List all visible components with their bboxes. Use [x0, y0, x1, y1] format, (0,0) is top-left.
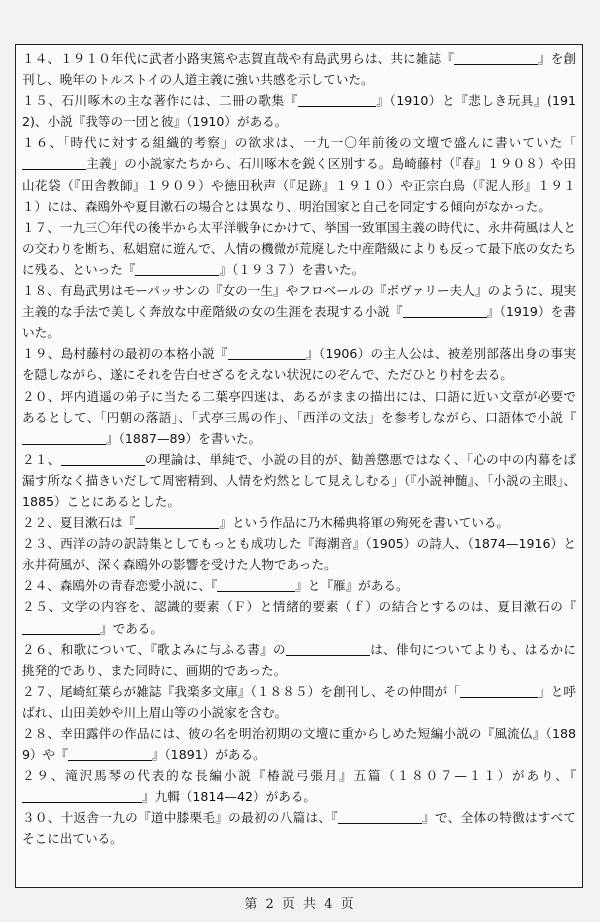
question-30: ３０、十返舎一九の『道中膝栗毛』の最初の八篇は、『 』で、全体の特徴はすべてそこに出ている。 — [22, 810, 577, 847]
answer-blank[interactable] — [217, 577, 295, 592]
question-28: ２８、幸田露伴の作品には、彼の名を明治初期の文壇に重からしめた短編小説の『風流仏』（1889）や『 』（1891）がある。 — [22, 726, 576, 763]
answer-blank[interactable] — [454, 50, 538, 65]
question-15: １５、石川啄木の主な著作には、二冊の歌集『 』（1910）と『悲しき玩具』(1912)、小説『我等の一団と彼』（1910）がある。 — [22, 93, 577, 130]
answer-blank[interactable] — [135, 514, 219, 529]
answer-blank[interactable] — [61, 451, 145, 466]
question-23: ２３、西洋の詩の訳詩集としてもっとも成功した『海潮音』（1905）の詩人、（1874—1916）と永井荷風が、深く森鴎外の影響を受けた人物であった。 — [22, 536, 576, 573]
question-22: ２２、夏目漱石は『 』という作品に乃木稀典将軍の殉死を書いている。 — [22, 515, 509, 531]
question-17: １７、一九三〇年代の後半から太平洋戦争にかけて、挙国一致軍国主義の時代に、永井荷風は人との交わりを断ち、私娼窟に遊んで、人情の機微が荒廃した中産階級によりも反って最下底の女たちに残る、といった『 』（１９３７）を書いた。 — [22, 219, 576, 277]
question-24: ２４、森鴎外の青春恋愛小説に、『 』と『雁』がある。 — [22, 578, 409, 594]
answer-blank[interactable] — [228, 345, 306, 360]
question-20: ２０、坪内逍遥の弟子に当たる二葉亭四迷は、あるがままの描出には、口語に近い文章が必要であるとして、「円朝の落語」、「式亭三馬の作」、「西洋の文法」を参考しながら、口語体で小説『』（1887—89）を書いた。 — [22, 388, 576, 446]
question-25: ２５、文学の内容を、認識的要素（Ｆ）と情緒的要素（ｆ）の結合とするのは、夏目漱石の『』である。 — [22, 599, 576, 636]
answer-blank[interactable] — [298, 92, 376, 107]
question-18: １８、有島武男はモーパッサンの『女の一生』やフロベールの『ボヴァリー夫人』のように、現実主義的な手法で美しく奔放な中産階級の女の生涯を表現する小説『 』（1919）を書いた。 — [22, 283, 576, 341]
answer-blank[interactable] — [403, 303, 487, 318]
answer-blank[interactable] — [22, 155, 86, 170]
question-list — [16, 45, 582, 850]
page-number: 第 2 页 共 4 页 — [244, 897, 356, 912]
question-14: １４、１９１０年代に武者小路実篤や志賀直哉や有島武男らは、共に雑誌『 』を創刊し、晩年のトルストイの人道主義に強い共感を示していた。 — [22, 51, 577, 88]
answer-blank[interactable] — [460, 683, 538, 698]
answer-blank[interactable] — [22, 788, 142, 803]
answer-blank[interactable] — [286, 641, 370, 656]
question-29: ２９、滝沢馬琴の代表的な長編小説『椿説弓張月』五篇（１８０７—１１）があり、『』九輯（1814—42）がある。 — [22, 768, 576, 805]
question-27: ２７、尾崎紅葉らが雑誌『我楽多文庫』（１８８５）を創刊し、その仲間が「 」と呼ばれ、山田美妙や川上眉山等の小説家を含む。 — [22, 683, 576, 720]
question-21: ２１、 の理論は、単純で、小説の目的が、勧善懲悪ではなく、「心の中の内幕をば漏す所なく描きいだして周密精到、人情を灼然として見えしむる」（『小説神髄』、「小説の主眼」、1885）ことにあるとした。 — [22, 451, 577, 509]
question-19: １９、島村藤村の最初の本格小説『 』（1906）の主人公は、被差別部落出身の事実を隠しながら、遂にそれを告白せざるをえない状況にのぞんで、ただひとり村を去る。 — [22, 346, 576, 383]
answer-blank[interactable] — [22, 620, 100, 635]
answer-blank[interactable] — [68, 746, 152, 761]
question-16: １６、「時代に対する組織的考察」の欲求は、一九一〇年前後の文壇で盛んに書いていた「主義」の小説家たちから、石川啄木を鋭く区別する。島崎藤村（『春』１９０８）や田山花袋（『田舎教師』１９０９）や徳田秋声（『足跡』１９１０）や正宗白鳥（『泥人形』１９１１）には、森鴎外や夏目漱石の場合とは異なり、明治国家と自己を同定する傾向がなかった。 — [22, 135, 576, 214]
question-sheet — [15, 44, 583, 888]
question-26: ２６、和歌について、『歌よみに与ふる書』の は、俳句についてよりも、はるかに挑発的であり、また同時に、画期的であった。 — [22, 641, 576, 678]
answer-blank[interactable] — [338, 809, 422, 824]
answer-blank[interactable] — [22, 430, 106, 445]
answer-blank[interactable] — [135, 261, 219, 276]
